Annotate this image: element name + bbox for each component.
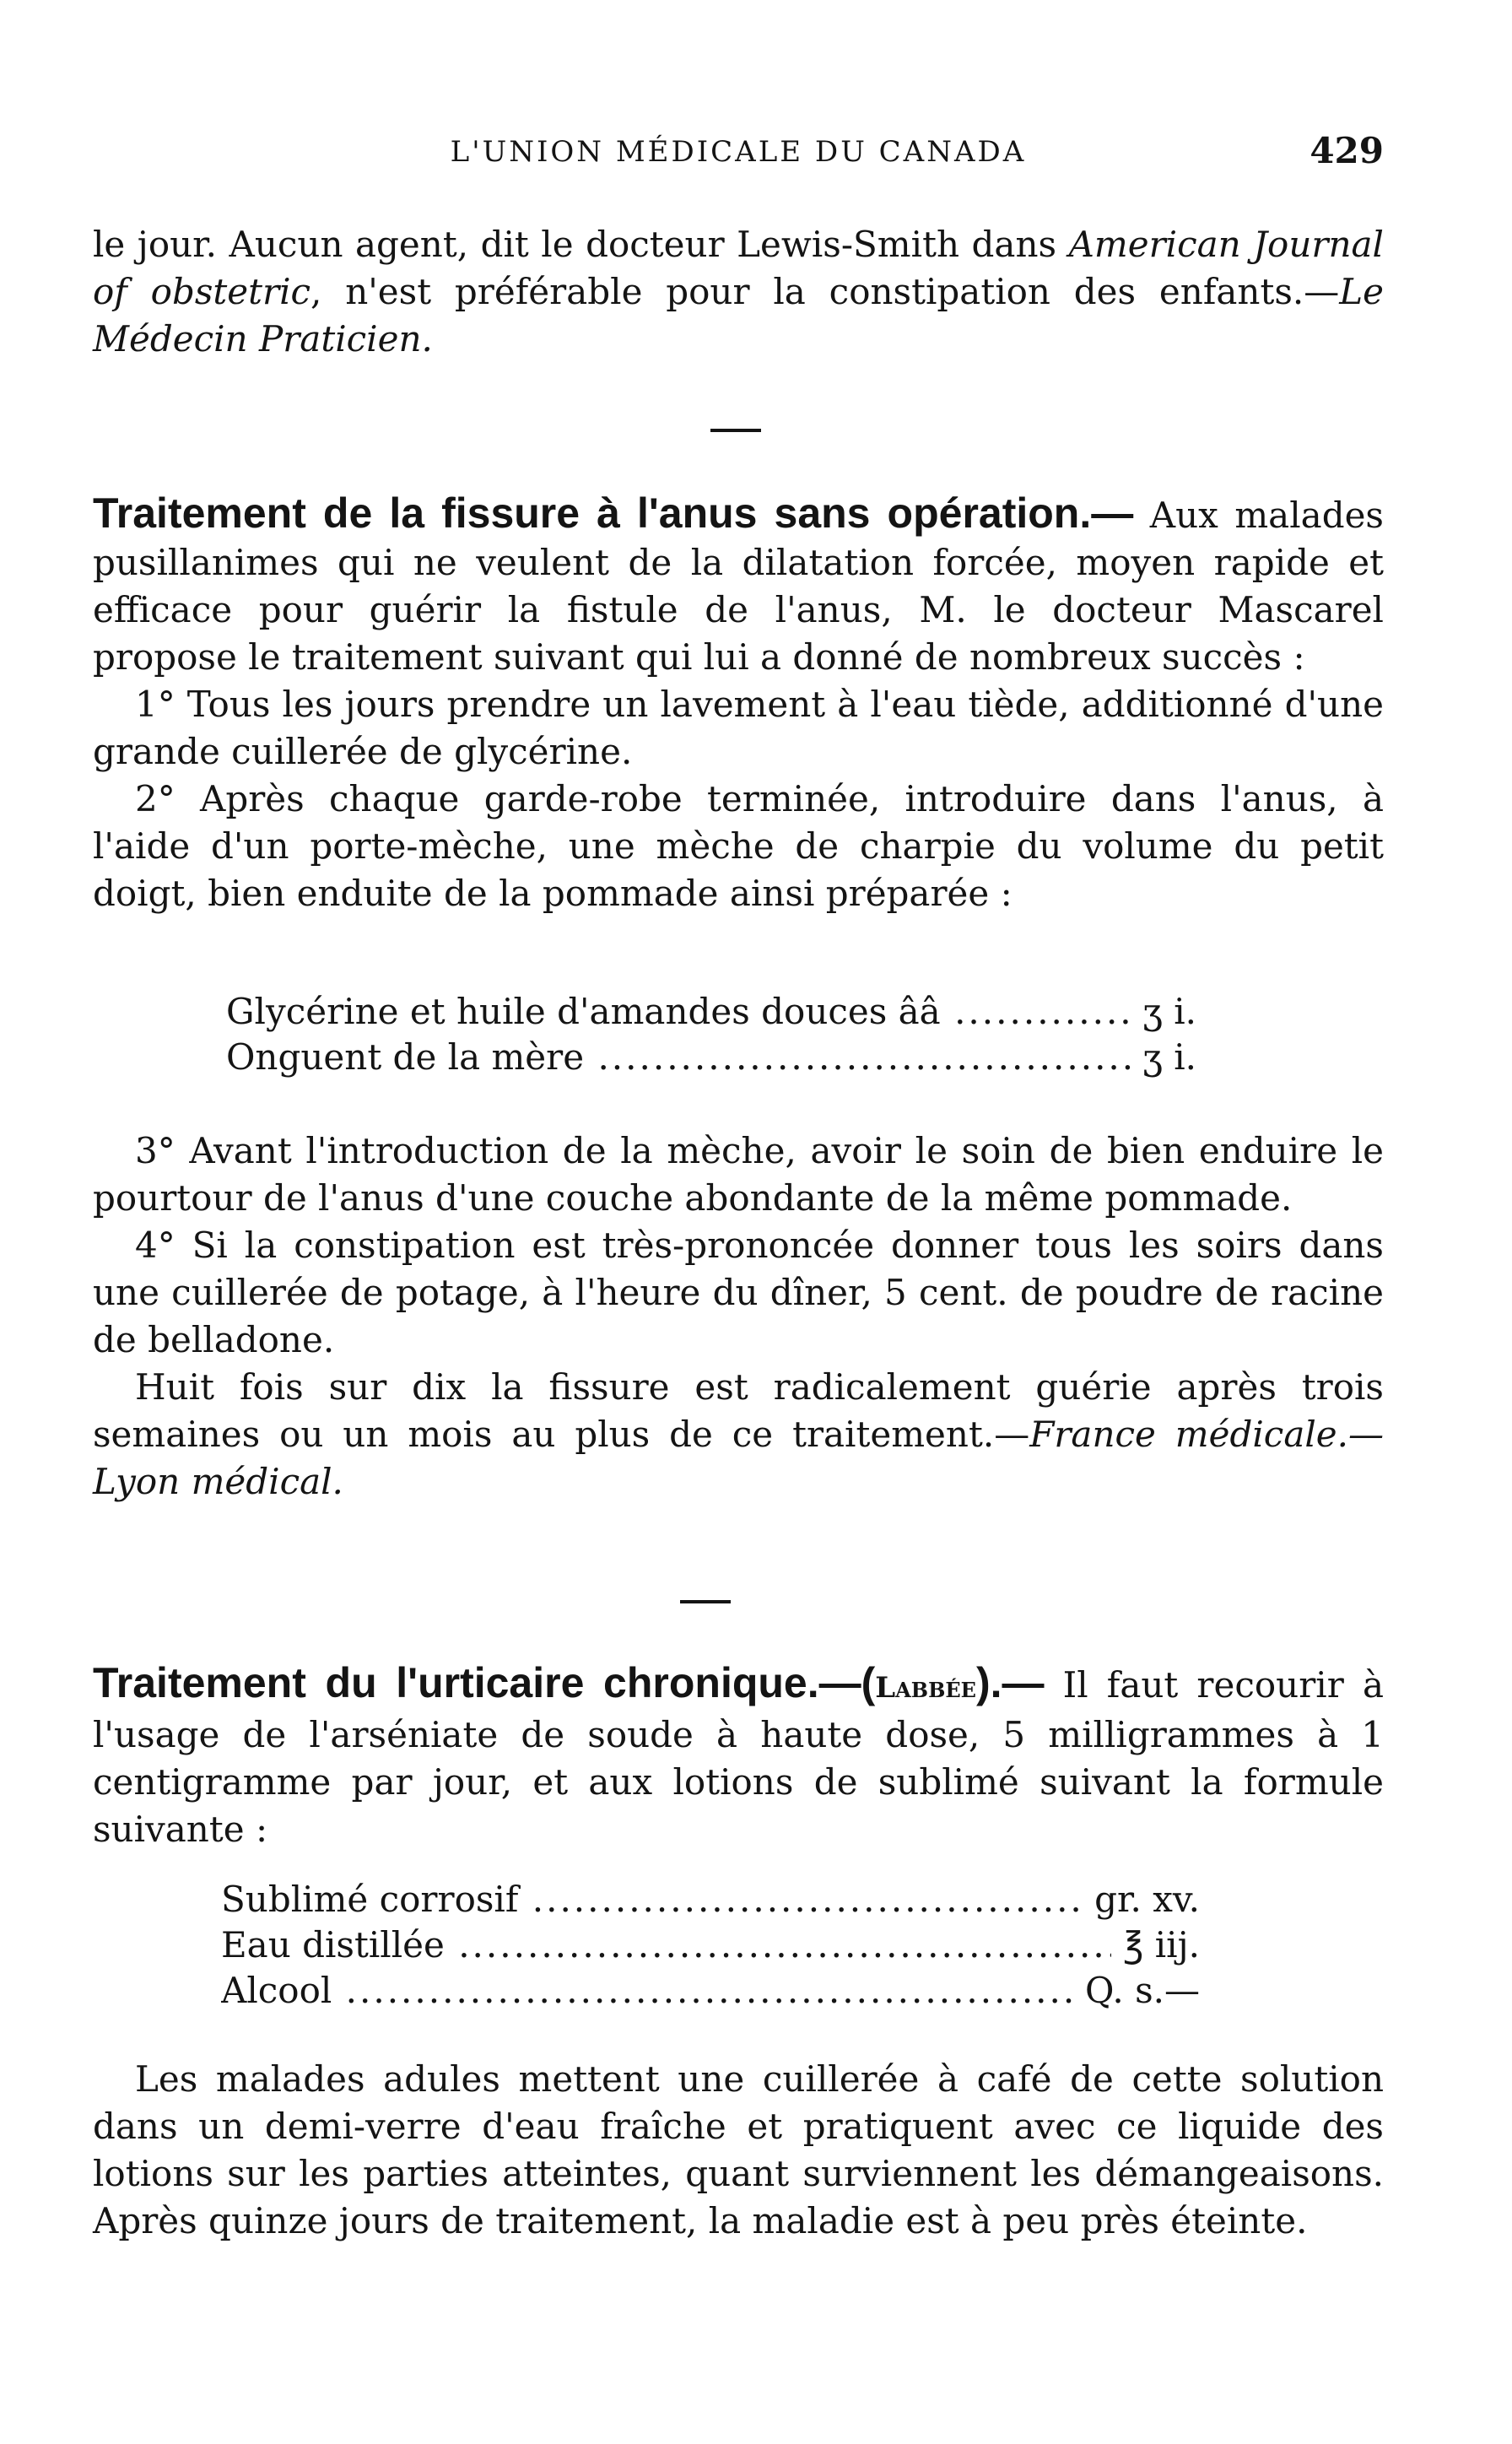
closing-paragraph xyxy=(93,2056,1384,2245)
ingredient-name: Sublimé corrosif ..... xyxy=(221,1877,1083,1922)
intro-citation-source: Le Médecin Praticien. xyxy=(93,271,1384,360)
ingredient-quantity: ʒ i. xyxy=(1142,991,1196,1032)
ingredient-quantity: Q. s.— xyxy=(1085,1970,1200,2011)
formula-row xyxy=(221,1922,1200,1968)
section-divider xyxy=(680,1600,731,1603)
ingredient-name: Onguent de la mère ..... xyxy=(226,1035,1131,1080)
author-name: Labbée xyxy=(875,1671,976,1705)
running-head xyxy=(93,130,1384,177)
ingredient-name: Glycérine et huile d'amandes douces ââ ..... xyxy=(226,989,1131,1035)
section-urticaire-intro: Il faut recourir à l'usage de l'arséniate de soude à haute dose, 5 milligrammes à 1 centigramme par jour, et aux lotions de sublimé suivant la formule suivante : xyxy=(93,1664,1384,1850)
conclusion-text: Huit fois sur dix la fissure est radicalement guérie après trois semaines ou un mois au plus de ce traitement.— xyxy=(93,1366,1384,1455)
intro-text-b: , n'est préférable pour la constipation des enfants.— xyxy=(310,271,1340,312)
ingredient-quantity: ℥ iij. xyxy=(1123,1924,1200,1965)
page-number: 429 xyxy=(1310,130,1384,171)
conclusion-citation: France médicale.—Lyon médical. xyxy=(93,1414,1384,1502)
section-title-fissure: Traitement de la fissure à l'anus sans opération.— xyxy=(93,489,1134,537)
section-title-urticaire: Traitement du l'urticaire chronique.—( xyxy=(93,1659,876,1706)
formula-row xyxy=(226,989,1196,1035)
section-fissure xyxy=(93,489,1384,917)
section-urticaire xyxy=(93,1659,1384,1853)
ingredient-quantity: gr. xv. xyxy=(1094,1879,1200,1920)
formula-lotion xyxy=(221,1877,1200,2014)
intro-paragraph xyxy=(93,221,1384,363)
formula-pommade xyxy=(226,989,1196,1080)
formula-row xyxy=(221,1968,1200,2014)
ingredient-name: Eau distillée ..... xyxy=(221,1922,1111,1968)
formula-row xyxy=(226,1035,1196,1080)
intro-text-a: le jour. Aucun agent, dit le docteur Lewis-Smith dans xyxy=(93,224,1069,265)
section-fissure-continued xyxy=(93,1127,1384,1506)
section-fissure-intro: Aux malades pusillanimes qui ne veulent de la dilatation forcée, moyen rapide et efficace pour guérir la fistule de l'anus, M. le docteur Mascarel propose le traitement suivant qui lui a donné de nombreux succès : xyxy=(93,495,1384,678)
formula-row xyxy=(221,1877,1200,1922)
ingredient-name: Alcool ..... xyxy=(221,1968,1073,2014)
journal-title: L'UNION MÉDICALE DU CANADA xyxy=(450,135,1027,169)
step-3: 3° Avant l'introduction de la mèche, avoir le soin de bien enduire le pourtour de l'anus d'une couche abondante de la même pommade. xyxy=(93,1130,1384,1219)
section-title-end: ).— xyxy=(975,1659,1045,1706)
intro-citation-journal: American Journal of obstetric xyxy=(93,224,1384,312)
ingredient-quantity: ʒ i. xyxy=(1142,1036,1196,1078)
step-4: 4° Si la constipation est très-prononcée donner tous les soirs dans une cuillerée de potage, à l'heure du dîner, 5 cent. de poudre de racine de belladone. xyxy=(93,1225,1384,1360)
section-divider xyxy=(710,429,761,432)
closing-text: Les malades adules mettent une cuillerée à café de cette solution dans un demi-verre d'eau fraîche et pratiquent avec ce liquide des lotions sur les parties atteintes, quant surviennent les démangeaisons. Après quinze jours de traitement, la maladie est à peu près éteinte. xyxy=(93,2058,1384,2241)
step-2: 2° Après chaque garde-robe terminée, introduire dans l'anus, à l'aide d'un porte-mèche, une mèche de charpie du volume du petit doigt, bien enduite de la pommade ainsi préparée : xyxy=(93,778,1384,914)
step-1: 1° Tous les jours prendre un lavement à l'eau tiède, additionné d'une grande cuillerée de glycérine. xyxy=(93,684,1384,772)
